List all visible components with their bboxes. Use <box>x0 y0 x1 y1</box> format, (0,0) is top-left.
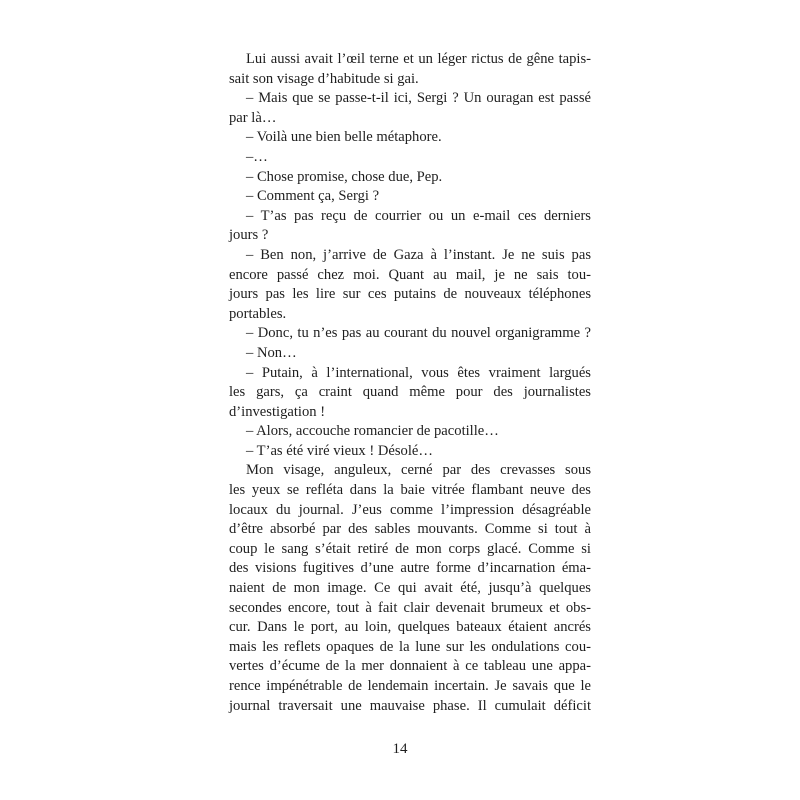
text-line: secondes encore, tout à fait clair devenait brumeux et obs- <box>229 599 591 616</box>
text-line: Mon visage, anguleux, cerné par des crevasses sous <box>246 462 591 479</box>
text-line: mais les reflets opaques de la lune sur les ondulations cou- <box>229 638 591 655</box>
text-line: sait son visage d’habitude si gai. <box>229 70 419 87</box>
text-line: cur. Dans le port, au loin, quelques bateaux étaient ancrés <box>229 619 591 636</box>
text-line: les yeux se refléta dans la baie vitrée flambant neuve des <box>229 482 591 499</box>
text-line: coup le sang s’était retiré de mon corps glacé. Comme si <box>229 540 591 557</box>
text-line: –… <box>246 148 268 165</box>
text-line: par là… <box>229 109 277 126</box>
text-line: les gars, ça craint quand même pour des journalistes <box>229 384 591 401</box>
text-line: rence impénétrable de lendemain incertain. Je savais que le <box>229 678 591 694</box>
text-line: jours pas les lire sur ces putains de nouveaux téléphones <box>229 286 591 303</box>
text-line: des visions fugitives d’une autre forme d’incarnation éma- <box>229 560 591 577</box>
text-line: locaux du journal. J’eus comme l’impression désagréable <box>229 501 591 518</box>
text-line: jours ? <box>229 227 269 244</box>
text-line: – Voilà une bien belle métaphore. <box>246 129 442 146</box>
text-line: naient de mon image. Ce qui avait été, jusqu’à quelques <box>229 580 591 597</box>
text-line: – T’as pas reçu de courrier ou un e-mail ces derniers <box>246 207 591 224</box>
text-line: – Non… <box>246 344 297 361</box>
text-line: – Alors, accouche romancier de pacotille… <box>246 423 499 440</box>
page-text-block <box>229 50 591 716</box>
text-line: – Donc, tu n’es pas au courant du nouvel organigramme ? <box>246 325 591 342</box>
text-line: vertes d’écume de la mer donnaient à ce tableau une appa- <box>229 658 591 675</box>
text-line: – Ben non, j’arrive de Gaza à l’instant. Je ne suis pas <box>246 246 591 263</box>
text-line: – T’as été viré vieux ! Désolé… <box>246 442 433 459</box>
text-line: journal traversait une mauvaise phase. Il cumulait déficit <box>229 697 591 714</box>
text-line: – Mais que se passe-t-il ici, Sergi ? Un ouragan est passé <box>246 90 591 107</box>
text-line: portables. <box>229 305 287 322</box>
text-line: Lui aussi avait l’œil terne et un léger rictus de gêne tapis- <box>246 51 591 67</box>
text-line: – Chose promise, chose due, Pep. <box>246 168 443 185</box>
page-number: 14 <box>392 741 408 757</box>
text-line: encore passé chez moi. Quant au mail, je ne sais tou- <box>229 266 591 283</box>
text-line: d’être absorbé par des sables mouvants. Comme si tout à <box>229 521 591 538</box>
text-line: d’investigation ! <box>229 403 326 420</box>
text-line: – Putain, à l’international, vous êtes vraiment largués <box>246 364 591 381</box>
text-line: – Comment ça, Sergi ? <box>246 188 380 205</box>
